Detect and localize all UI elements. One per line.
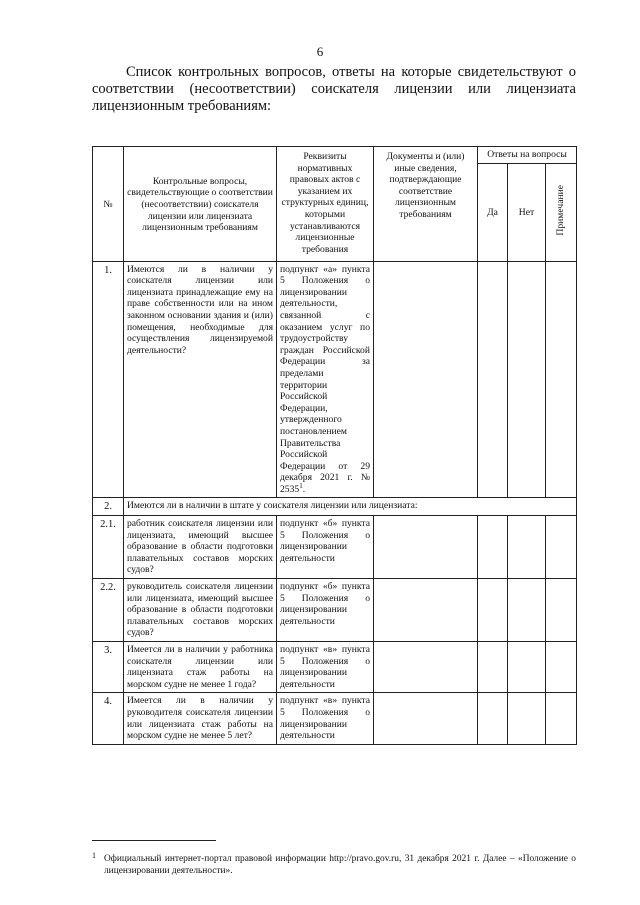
- row-number: 2.: [93, 498, 124, 516]
- table-header-row: [93, 147, 577, 164]
- row-question: работник соискателя лицензии или лицензиата, имеющий высшее образование в области подготовки плавательных составов морских судов?: [124, 516, 277, 579]
- row-number: 4.: [93, 693, 124, 744]
- table-row: [93, 693, 577, 744]
- row-number: 2.1.: [93, 516, 124, 579]
- table-row: [93, 516, 577, 579]
- row-note-cell: [546, 579, 577, 642]
- row-requisites: подпункт «б» пункта 5 Положения о лицензировании деятельности: [277, 516, 374, 579]
- row-note-cell: [546, 693, 577, 744]
- row-question: руководитель соискателя лицензии или лицензиата, имеющий высшее образование в области подготовки плавательных составов морских судов?: [124, 579, 277, 642]
- row-number: 3.: [93, 642, 124, 693]
- row-no-cell: [508, 261, 546, 498]
- row-documents-cell: [374, 693, 478, 744]
- checklist-table: [92, 146, 577, 745]
- row-requisites: подпункт «в» пункта 5 Положения о лицензировании деятельности: [277, 693, 374, 744]
- page-number: 6: [316, 44, 324, 59]
- table-row: [93, 498, 577, 516]
- row-note-cell: [546, 261, 577, 498]
- row-question: Имеются ли в наличии у соискателя лицензии или лицензиата принадлежащие ему на праве собственности или на ином законном основании здания и (или) помещения, необходимые для осуществления лицензируемой деятельности?: [124, 261, 277, 498]
- header-note: [546, 163, 577, 261]
- footnote-reference: 1: [299, 481, 303, 490]
- row-no-cell: [508, 693, 546, 744]
- row-number: 1.: [93, 261, 124, 498]
- header-note-text: Примечание: [555, 185, 567, 236]
- row-documents-cell: [374, 642, 478, 693]
- header-yes: Да: [478, 163, 508, 261]
- row-yes-cell: [478, 261, 508, 498]
- row-no-cell: [508, 642, 546, 693]
- header-documents: Документы и (или) иные сведения, подтверждающие соответствие лицензионным требованиям: [374, 147, 478, 262]
- row-requisites-text: подпункт «а» пункта 5 Положения о лицензировании деятельности, связанной с оказанием услуг по трудоустройству граждан Российской Федерации за пределами территории Российской Федерации, утвержденного постановлением Правительства Российской Федерации от 29 декабря 2021 г. № 2535: [280, 263, 370, 495]
- footnote-divider: [92, 840, 216, 841]
- table-row: [93, 642, 577, 693]
- footnote-mark: 1: [92, 851, 96, 860]
- row-note-cell: [546, 516, 577, 579]
- row-yes-cell: [478, 579, 508, 642]
- row-number: 2.2.: [93, 579, 124, 642]
- row-requisites: подпункт «в» пункта 5 Положения о лицензировании деятельности: [277, 642, 374, 693]
- row-requisites: подпункт «а» пункта 5 Положения о лицензировании деятельности, связанной с оказанием услуг по трудоустройству граждан Российской Федерации за пределами территории Российской Федерации, утвержденного постановлением Правительства Российской Федерации от 29 декабря 2021 г. № 2535$^1$.: [277, 261, 374, 498]
- row-no-cell: [508, 579, 546, 642]
- footnote-text: Официальный интернет-портал правовой информации http://pravo.gov.ru, 31 декабря 2021 г. Далее – «Положение о лицензировании деятельности».: [104, 854, 576, 876]
- header-no: Нет: [508, 163, 546, 261]
- row-note-cell: [546, 642, 577, 693]
- header-requisites: Реквизиты нормативных правовых актов с указанием их структурных единиц, которыми устанавливаются лицензионные требования: [277, 147, 374, 262]
- row-documents-cell: [374, 579, 478, 642]
- row-documents-cell: [374, 261, 478, 498]
- header-answers: Ответы на вопросы: [478, 147, 577, 164]
- row-merged-question: Имеются ли в наличии в штате у соискателя лицензии или лицензиата:: [124, 498, 577, 516]
- row-requisites: подпункт «б» пункта 5 Положения о лицензировании деятельности: [277, 579, 374, 642]
- row-no-cell: [508, 516, 546, 579]
- header-num: №: [93, 147, 124, 262]
- footnote: [92, 853, 576, 877]
- table-row: [93, 261, 577, 498]
- row-documents-cell: [374, 516, 478, 579]
- row-question: Имеется ли в наличии у руководителя соискателя лицензии или лицензиата стаж работы на морском судне не менее 5 лет?: [124, 693, 277, 744]
- row-question: Имеется ли в наличии у работника соискателя лицензии или лицензиата стаж работы на морском судне не менее 1 года?: [124, 642, 277, 693]
- row-yes-cell: [478, 516, 508, 579]
- table-row: [93, 579, 577, 642]
- page-heading: Список контрольных вопросов, ответы на которые свидетельствуют о соответствии (несоответствии) соискателя лицензии или лицензиата лицензионным требованиям:: [92, 64, 576, 114]
- header-question: Контрольные вопросы, свидетельствующие о соответствии (несоответствии) соискателя лицензии или лицензиата лицензионным требованиям: [124, 147, 277, 262]
- row-yes-cell: [478, 693, 508, 744]
- row-yes-cell: [478, 642, 508, 693]
